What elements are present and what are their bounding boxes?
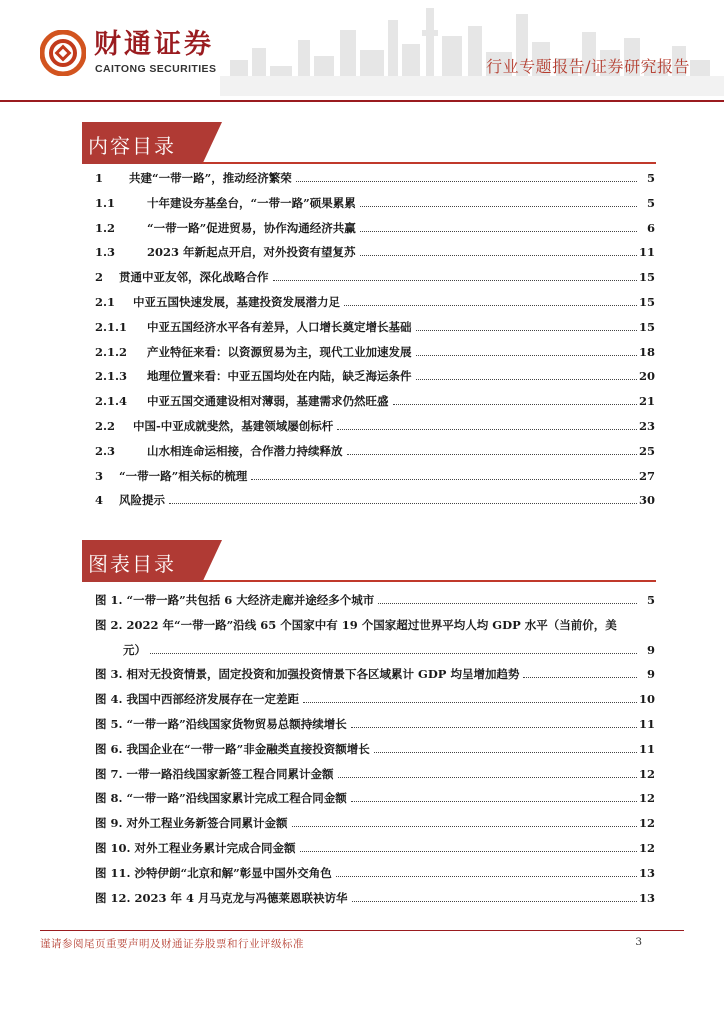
figures-list [95, 592, 655, 914]
figure-item-label: 图 3. 相对无投资情景，固定投资和加强投资情景下各区域累计 GDP 均呈增加趋势 [95, 667, 520, 682]
figure-item-label-cont: 元） [123, 642, 146, 657]
figure-item-label: 图 12. 2023 年 4 月马克龙与冯德莱恩联袂访华 [95, 890, 348, 905]
figure-item[interactable] [95, 840, 655, 865]
figure-item-label: 图 9. 对外工程业务新签合同累计金额 [95, 816, 288, 831]
toc-item-number: 1.3 [95, 245, 116, 260]
toc-leader-dots [303, 693, 637, 703]
toc-item-number: 2.1 [95, 294, 116, 309]
toc-leader-dots [360, 246, 637, 256]
toc-leader-dots [393, 395, 638, 405]
toc-item-title: 共建“一带一路”，推动经济繁荣 [129, 171, 292, 185]
toc-leader-dots [416, 370, 638, 380]
figure-item[interactable] [95, 766, 655, 791]
figure-item-page: 9 [646, 667, 655, 682]
toc-item-page: 23 [639, 418, 656, 433]
figure-item[interactable] [95, 716, 655, 741]
header-divider [0, 100, 724, 102]
contents-list [95, 170, 655, 517]
toc-leader-dots [378, 594, 637, 604]
city-skyline-graphic [220, 0, 724, 96]
figure-item-page: 12 [639, 791, 656, 806]
toc-item-page: 6 [646, 220, 655, 235]
toc-item[interactable] [95, 443, 655, 468]
toc-leader-dots [351, 718, 637, 728]
toc-leader-dots [338, 767, 637, 777]
toc-item-page: 11 [639, 245, 656, 260]
figure-item-page: 5 [646, 593, 655, 607]
toc-item[interactable] [95, 195, 655, 220]
toc-item[interactable] [95, 344, 655, 369]
footer-divider [40, 930, 684, 931]
toc-item[interactable] [95, 418, 655, 443]
figure-item-page: 12 [639, 816, 656, 831]
figure-item[interactable] [95, 815, 655, 840]
footer-page-number: 3 [635, 936, 642, 948]
toc-item-title: 地理位置来看：中亚五国均处在内陆，缺乏海运条件 [147, 369, 412, 384]
figure-item-continuation[interactable] [95, 642, 655, 667]
toc-item-number: 1 [95, 171, 104, 185]
contents-title: 内容目录 [88, 134, 176, 158]
toc-item-page: 27 [639, 468, 656, 483]
toc-leader-dots [150, 643, 637, 653]
figure-item-label: 图 2. 2022 年“一带一路”沿线 65 个国家中有 19 个国家超过世界平均人均 GDP 水平（当前价，美 [95, 617, 617, 632]
toc-leader-dots [251, 469, 637, 479]
toc-leader-dots [374, 742, 637, 752]
toc-leader-dots [273, 271, 638, 281]
caitong-logo-icon [40, 30, 86, 76]
toc-item[interactable] [95, 244, 655, 269]
toc-item-number: 4 [95, 493, 104, 508]
toc-item-page: 5 [646, 171, 655, 185]
figure-item-label: 图 11. 沙特伊朗“北京和解”彰显中国外交角色 [95, 865, 332, 880]
figure-item-page: 9 [646, 642, 655, 657]
toc-item-page: 25 [639, 443, 656, 458]
toc-leader-dots [336, 866, 637, 876]
toc-item-number: 2.2 [95, 418, 116, 433]
toc-item[interactable] [95, 393, 655, 418]
toc-item-number: 3 [95, 468, 104, 483]
toc-item-page: 21 [639, 394, 656, 409]
toc-item-number: 2.1.4 [95, 394, 128, 409]
toc-leader-dots [337, 420, 637, 430]
toc-leader-dots [416, 320, 638, 330]
toc-item-title: 山水相连命运相接，合作潜力持续释放 [147, 443, 343, 458]
toc-item-page: 18 [639, 344, 656, 359]
toc-item-title: 中亚五国交通建设相对薄弱，基建需求仍然旺盛 [147, 394, 389, 409]
toc-item[interactable] [95, 220, 655, 245]
figure-item[interactable] [95, 890, 655, 915]
brand-name-english: CAITONG SECURITIES [95, 63, 217, 75]
figure-item[interactable] [95, 617, 655, 642]
toc-item[interactable] [95, 294, 655, 319]
banner-rule [202, 162, 656, 164]
toc-leader-dots [360, 196, 637, 206]
figure-item-page: 13 [639, 865, 656, 880]
toc-item-number: 2.3 [95, 443, 116, 458]
banner-rule [202, 580, 656, 582]
figure-item-page: 11 [639, 716, 656, 731]
toc-item-number: 2 [95, 270, 104, 285]
toc-item[interactable] [95, 468, 655, 493]
figure-item-page: 12 [639, 840, 656, 855]
toc-item[interactable] [95, 368, 655, 393]
toc-item[interactable] [95, 269, 655, 294]
toc-item-page: 15 [639, 270, 656, 285]
toc-leader-dots [300, 842, 637, 852]
toc-leader-dots [351, 792, 637, 802]
toc-leader-dots [352, 891, 637, 901]
figures-title: 图表目录 [88, 552, 176, 576]
toc-item-title: 贯通中亚友邻，深化战略合作 [119, 270, 269, 285]
brand-name-chinese: 财通证券 [94, 29, 214, 60]
toc-leader-dots [360, 221, 637, 231]
toc-item-title: 产业特征来看：以资源贸易为主，现代工业加速发展 [147, 344, 412, 359]
figures-banner [82, 540, 656, 582]
toc-item-title: 风险提示 [119, 493, 165, 508]
figure-item-page: 10 [639, 692, 656, 707]
figure-item-label: 图 10. 对外工程业务累计完成合同金额 [95, 840, 296, 855]
toc-item-title: 中亚五国经济水平各有差异，人口增长奠定增长基础 [147, 319, 412, 334]
toc-leader-dots [169, 494, 637, 504]
toc-leader-dots [523, 668, 637, 678]
figure-item[interactable] [95, 865, 655, 890]
toc-item[interactable] [95, 319, 655, 344]
toc-item-number: 2.1.3 [95, 369, 128, 384]
figure-item-label: 图 4. 我国中西部经济发展存在一定差距 [95, 692, 300, 707]
toc-item-page: 5 [646, 195, 655, 210]
toc-item-number: 2.1.1 [95, 319, 128, 334]
toc-item[interactable] [95, 492, 655, 517]
toc-leader-dots [344, 296, 637, 306]
figure-item-page: 12 [639, 766, 656, 781]
figure-item[interactable] [95, 666, 655, 691]
figure-item-label: 图 6. 我国企业在“一带一路”非金融类直接投资额增长 [95, 741, 370, 756]
toc-item-title: 2023 年新起点开启，对外投资有望复苏 [147, 245, 356, 260]
contents-banner [82, 122, 656, 164]
figure-item-label: 图 1. “一带一路”共包括 6 大经济走廊并途经多个城市 [95, 593, 375, 607]
toc-leader-dots [296, 172, 637, 182]
toc-item[interactable] [95, 170, 655, 195]
figure-item-label: 图 5. “一带一路”沿线国家货物贸易总额持续增长 [95, 716, 347, 731]
toc-item-number: 2.1.2 [95, 344, 128, 359]
figure-item-page: 11 [639, 741, 656, 756]
figure-item-label: 图 8. “一带一路”沿线国家累计完成工程合同金额 [95, 791, 347, 806]
figure-item[interactable] [95, 592, 655, 617]
toc-item-page: 15 [639, 319, 656, 334]
figure-item[interactable] [95, 691, 655, 716]
toc-item-number: 1.1 [95, 195, 116, 210]
toc-item-number: 1.2 [95, 220, 116, 235]
toc-leader-dots [416, 345, 638, 355]
report-type: 行业专题报告/证券研究报告 [486, 57, 690, 76]
toc-leader-dots [347, 444, 638, 454]
figure-item-page: 13 [639, 890, 656, 905]
toc-item-page: 20 [639, 369, 656, 384]
toc-item-page: 30 [639, 493, 656, 508]
figure-item-label: 图 7. 一带一路沿线国家新签工程合同累计金额 [95, 766, 334, 781]
page-header [0, 0, 724, 104]
toc-item-title: 中亚五国快速发展，基建投资发展潜力足 [133, 294, 340, 309]
figure-item[interactable] [95, 790, 655, 815]
footer-disclaimer: 谨请参阅尾页重要声明及财通证券股票和行业评级标准 [40, 938, 304, 950]
toc-item-title: 十年建设夯基垒台，“一带一路”硕果累累 [147, 195, 356, 210]
toc-item-title: “一带一路”相关标的梳理 [119, 468, 248, 483]
toc-leader-dots [292, 817, 637, 827]
toc-item-title: “一带一路”促进贸易，协作沟通经济共赢 [147, 220, 356, 235]
figure-item[interactable] [95, 741, 655, 766]
toc-item-title: 中国-中亚成就斐然，基建领域屡创标杆 [133, 418, 334, 433]
toc-item-page: 15 [639, 294, 656, 309]
